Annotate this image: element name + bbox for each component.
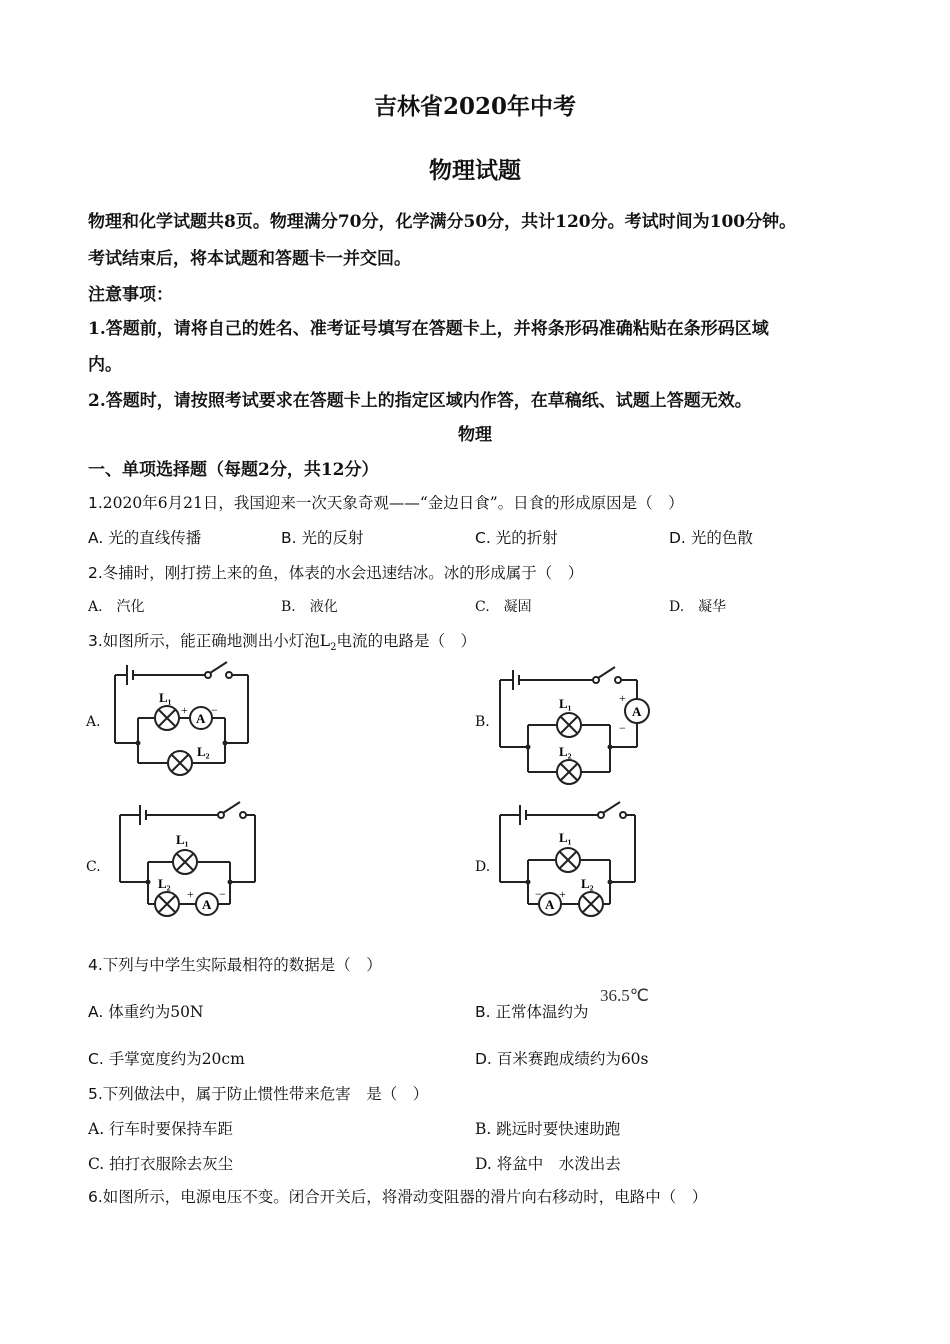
question-number: 2. (88, 564, 103, 582)
question-text: 如图所示，能正确地测出小灯泡L (102, 632, 331, 650)
circuit-diagram-b[interactable] (495, 660, 665, 785)
section-heading: 一、单项选择题（每题2分，共12分） (88, 460, 379, 480)
q2-option-c[interactable]: C. 凝固 (475, 599, 532, 615)
question-text: 2020年6月21日，我国迎来一次天象奇观——“金边日食”。日食的形成原因是（ ） (102, 494, 684, 512)
label-l1: L₁ (559, 830, 572, 845)
q1-option-d[interactable] (669, 526, 753, 548)
label-l1: L₁ (559, 696, 572, 711)
minus-sign: − (619, 721, 626, 735)
option-text: 光的折射 (495, 529, 558, 547)
q5-option-d[interactable]: D. 将盆中 水泼出去 (475, 1155, 621, 1173)
plus-sign: + (187, 887, 194, 901)
plus-sign: + (181, 703, 188, 717)
plus-sign: + (619, 691, 626, 705)
note-2: 2.答题时，请按照考试要求在答题卡上的指定区域内作答，在草稿纸、试题上答题无效。 (88, 391, 752, 411)
option-text: 光的直线传播 (108, 529, 202, 547)
q3-option-d-label[interactable]: D. (475, 859, 491, 875)
option-text: 光的色散 (690, 529, 753, 547)
option-key: A. (88, 1003, 104, 1021)
option-text: 手掌宽度约为20cm (108, 1050, 245, 1068)
minus-sign: − (219, 887, 226, 901)
question-number: 3. (88, 632, 103, 650)
q5-option-a[interactable]: A. 行车时要保持车距 (88, 1120, 234, 1138)
question-text: 如图所示，电源电压不变。闭合开关后，将滑动变阻器的滑片向右移动时，电路中（ ） (102, 1188, 708, 1206)
question-1 (88, 491, 684, 513)
q5-option-b[interactable]: B. 跳远时要快速助跑 (475, 1120, 621, 1138)
subject-heading: 物理 (458, 425, 492, 445)
question-3 (88, 629, 476, 653)
option-key: A. (88, 529, 104, 547)
q4-temperature-value: 36.5℃ (600, 986, 649, 1005)
intro-line-2: 考试结束后，将本试题和答题卡一并交回。 (88, 249, 411, 269)
note-1-line-b: 内。 (88, 355, 122, 375)
q1-option-a[interactable] (88, 526, 201, 548)
question-2 (88, 561, 583, 583)
plus-sign: + (559, 887, 566, 901)
q4-option-b[interactable] (475, 1000, 589, 1022)
q1-option-c[interactable] (475, 526, 558, 548)
q2-option-a[interactable]: A. 汽化 (88, 599, 145, 615)
ammeter-label: A (196, 711, 206, 726)
label-l1: L₁ (159, 690, 172, 705)
question-5 (88, 1082, 428, 1104)
circuit-diagram-c[interactable] (110, 800, 270, 920)
label-l2: L₂ (197, 744, 210, 759)
page-subtitle: 物理试题 (429, 157, 521, 184)
ammeter-label: A (632, 704, 642, 719)
label-l2: L₂ (559, 744, 572, 759)
question-number: 5. (88, 1085, 103, 1103)
label-l1: L₁ (176, 832, 189, 847)
option-text: 光的反射 (301, 529, 364, 547)
question-number: 4. (88, 956, 103, 974)
q4-option-a[interactable] (88, 1000, 204, 1022)
intro-line-1: 物理和化学试题共8页。物理满分70分，化学满分50分，共计120分。考试时间为100分钟。 (88, 212, 797, 232)
option-key: C. (475, 529, 491, 547)
note-1-line-a: 1.答题前，请将自己的姓名、准考证号填写在答题卡上，并将条形码准确粘贴在条形码区域 (88, 319, 769, 339)
question-4 (88, 953, 382, 975)
q1-option-b[interactable] (281, 526, 364, 548)
label-l2: L₂ (581, 876, 594, 891)
question-number: 1. (88, 494, 103, 512)
option-text: 百米赛跑成绩约为60s (496, 1050, 649, 1068)
question-text: 下列做法中，属于防止惯性带来危害 是（ ） (102, 1085, 429, 1103)
option-key: D. (669, 529, 686, 547)
minus-sign: − (535, 887, 542, 901)
option-text: 正常体温约为 (495, 1003, 589, 1021)
q4-option-d[interactable] (475, 1047, 649, 1069)
q4-option-c[interactable] (88, 1047, 245, 1069)
label-l2: L₂ (158, 876, 171, 891)
question-text-end: 电流的电路是（ ） (336, 632, 476, 650)
q5-option-c[interactable]: C. 拍打衣服除去灰尘 (88, 1155, 234, 1173)
subscript: 2 (330, 642, 337, 654)
option-text: 体重约为50N (108, 1003, 204, 1021)
notice-label: 注意事项： (88, 285, 173, 305)
ammeter-label: A (545, 897, 555, 912)
option-key: D. (475, 1050, 492, 1068)
q2-option-b[interactable]: B. 液化 (281, 599, 338, 615)
question-number: 6. (88, 1188, 103, 1206)
q3-option-c-label[interactable]: C. (86, 859, 101, 875)
option-key: B. (475, 1003, 491, 1021)
q2-option-d[interactable]: D. 凝华 (669, 599, 727, 615)
option-key: B. (281, 529, 297, 547)
q3-option-b-label[interactable]: B. (475, 714, 490, 730)
option-key: C. (88, 1050, 104, 1068)
question-6 (88, 1185, 707, 1207)
circuit-diagram-d[interactable] (495, 800, 655, 920)
ammeter-label: A (202, 897, 212, 912)
question-text: 下列与中学生实际最相符的数据是（ ） (102, 956, 382, 974)
q3-option-a-label[interactable]: A. (86, 714, 101, 730)
page-title: 吉林省2020年中考 (373, 93, 576, 120)
question-text: 冬捕时，刚打捞上来的鱼，体表的水会迅速结冰。冰的形成属于（ ） (102, 564, 584, 582)
circuit-diagram-a[interactable] (105, 660, 265, 780)
minus-sign: − (211, 703, 218, 717)
